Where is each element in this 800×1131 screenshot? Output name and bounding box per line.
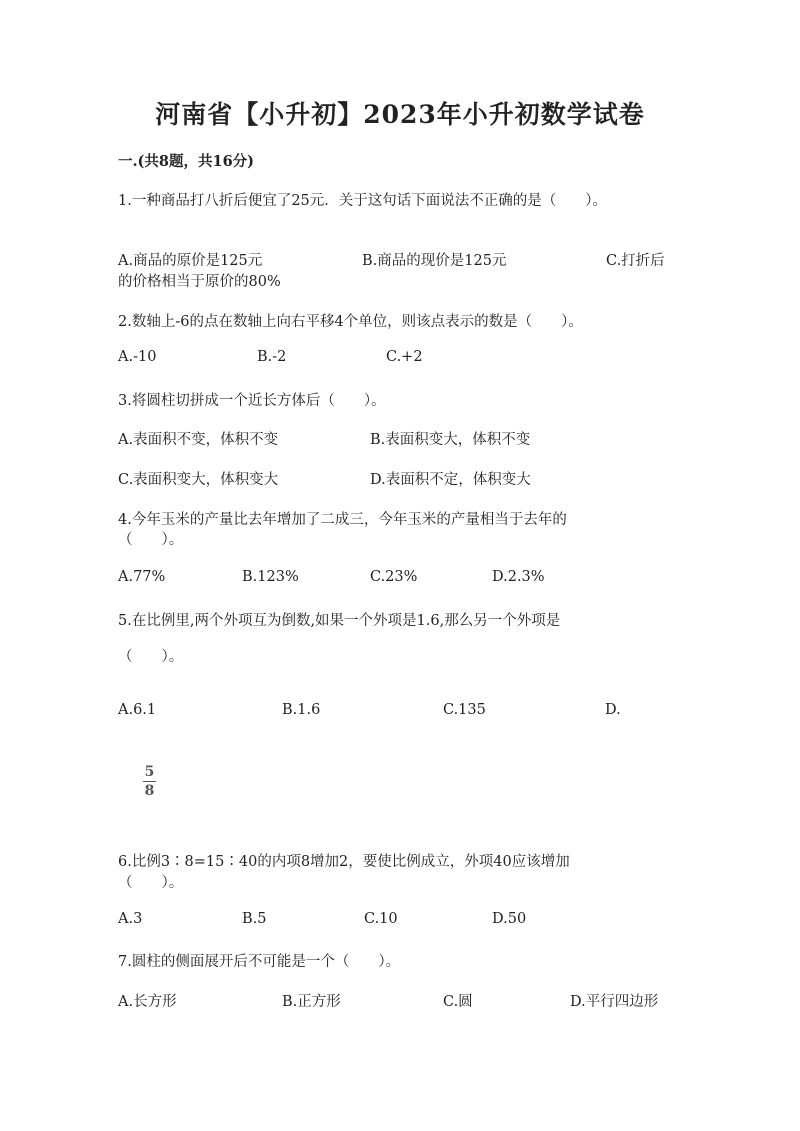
q3-option-b: B.表面积变大，体积不变 bbox=[370, 432, 531, 448]
question-5-continued: （ ）。 bbox=[118, 649, 184, 665]
fraction-numerator: 5 bbox=[144, 764, 155, 780]
q6-option-b: B.5 bbox=[242, 911, 267, 927]
fraction-denominator: 8 bbox=[144, 783, 155, 799]
q6-option-d: D.50 bbox=[492, 911, 527, 927]
question-7: 7.圆柱的侧面展开后不可能是一个（ ）。 bbox=[118, 954, 401, 970]
q5-option-d-fraction bbox=[143, 764, 156, 799]
question-5: 5.在比例里,两个外项互为倒数,如果一个外项是1.6,那么另一个外项是 bbox=[118, 613, 561, 629]
q3-option-d: D.表面积不定，体积变大 bbox=[370, 472, 531, 488]
q7-option-a: A.长方形 bbox=[118, 994, 177, 1010]
q5-option-a: A.6.1 bbox=[118, 702, 157, 718]
q7-option-b: B.正方形 bbox=[282, 994, 341, 1010]
question-6-continued: （ ）。 bbox=[118, 875, 184, 891]
q4-option-c: C.23% bbox=[370, 569, 418, 585]
q2-option-b: B.-2 bbox=[257, 349, 287, 365]
question-1: 1.一种商品打八折后便宜了25元．关于这句话下面说法不正确的是（ ）。 bbox=[118, 193, 608, 209]
section-heading: 一.(共8题，共16分) bbox=[118, 153, 255, 170]
q4-option-b: B.123% bbox=[242, 569, 299, 585]
q5-option-d: D. bbox=[605, 702, 621, 718]
q1-option-c: C.打折后 bbox=[606, 253, 665, 269]
q6-option-c: C.10 bbox=[364, 911, 398, 927]
q1-option-b: B.商品的现价是125元 bbox=[362, 253, 507, 269]
question-4-continued: （ ）。 bbox=[118, 532, 184, 548]
q3-option-a: A.表面积不变，体积不变 bbox=[118, 432, 279, 448]
fraction-bar bbox=[143, 781, 156, 782]
q7-option-c: C.圆 bbox=[443, 994, 473, 1010]
question-2: 2.数轴上-6的点在数轴上向右平移4个单位，则该点表示的数是（ ）。 bbox=[118, 314, 583, 330]
q2-option-c: C.+2 bbox=[386, 349, 423, 365]
q1-option-a: A.商品的原价是125元 bbox=[118, 253, 263, 269]
question-3: 3.将圆柱切拼成一个近长方体后（ ）。 bbox=[118, 393, 386, 409]
q4-option-a: A.77% bbox=[118, 569, 166, 585]
question-6: 6.比例3∶8=15∶40的内项8增加2，要使比例成立，外项40应该增加 bbox=[118, 854, 570, 870]
q2-option-a: A.-10 bbox=[118, 349, 157, 365]
q5-option-c: C.135 bbox=[443, 702, 486, 718]
page-title: 河南省【小升初】2023年小升初数学试卷 bbox=[155, 100, 645, 129]
q3-option-c: C.表面积变大，体积变大 bbox=[118, 472, 279, 488]
q7-option-d: D.平行四边形 bbox=[570, 994, 659, 1010]
question-4: 4.今年玉米的产量比去年增加了二成三，今年玉米的产量相当于去年的 bbox=[118, 512, 567, 528]
q1-option-c-continued: 的价格相当于原价的80% bbox=[118, 274, 281, 290]
q6-option-a: A.3 bbox=[118, 911, 143, 927]
q5-option-b: B.1.6 bbox=[282, 702, 321, 718]
q4-option-d: D.2.3% bbox=[492, 569, 545, 585]
